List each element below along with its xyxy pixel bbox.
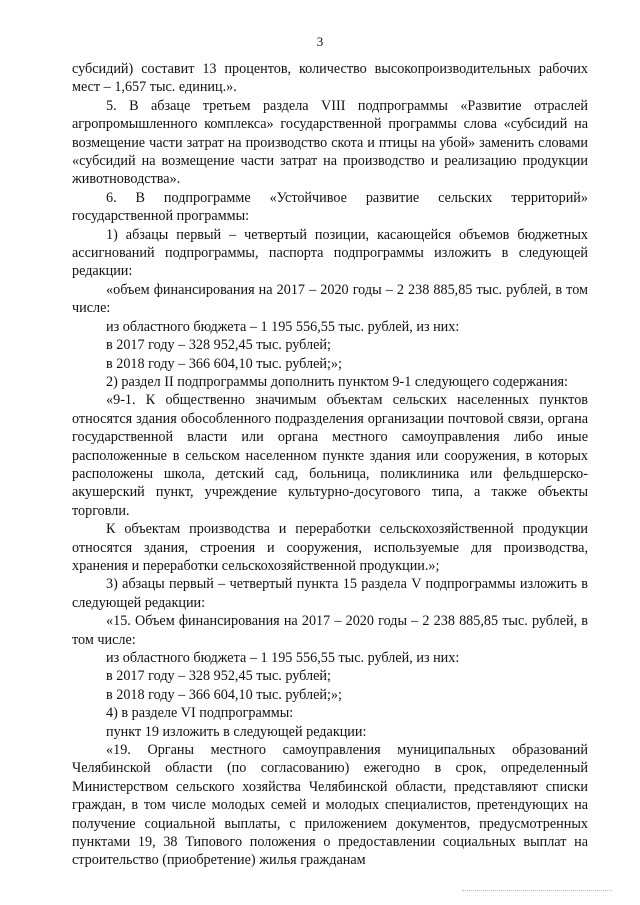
paragraph: 3) абзацы первый – четвертый пункта 15 раздела V подпрограммы изложить в следующей редакции: <box>72 576 588 611</box>
paragraph: в 2017 году – 328 952,45 тыс. рублей; <box>106 337 331 354</box>
paragraph: субсидий) составит 13 процентов, количество высокопроизводительных рабочих мест – 1,657 тыс. единиц.». <box>72 61 588 96</box>
paragraph: 1) абзацы первый – четвертый позиции, касающейся объемов бюджетных ассигнований подпрограммы, паспорта подпрограммы изложить в следующей редакции: <box>72 226 588 280</box>
page-number: 3 <box>316 34 324 49</box>
paragraph: «9-1. К общественно значимым объектам сельских населенных пунктов относятся здания обособленного подразделения организации почтовой связи, органа государственной власти или органа местного самоуправления либо иные расположенные в сельском населенном пункте здания или сооружения, в которых расположены школа, детский сад, больница, поликлиника или фельдшерско-акушерский пункт, учреждение культурно-досугового типа, а также объекты торговли. <box>72 392 588 519</box>
paragraph: в 2018 году – 366 604,10 тыс. рублей;»; <box>106 686 342 703</box>
paragraph: пункт 19 изложить в следующей редакции: <box>106 723 367 740</box>
paragraph: 2) раздел II подпрограммы дополнить пунктом 9-1 следующего содержания: <box>106 373 568 390</box>
paragraph: «19. Органы местного самоуправления муниципальных образований Челябинской области (по согласованию) ежегодно в срок, определенный Министерством сельского хозяйства Челябинской области, представляют списки граждан, в том числе молодых семей и молодых специалистов, претендующих на получение социальной выплаты, с приложением документов, предусмотренных пунктами 19, 38 Типового положения о предоставлении социальных выплат на строительство (приобретение) жилья гражданам <box>72 742 588 869</box>
paragraph: 4) в разделе VI подпрограммы: <box>106 705 294 722</box>
footer-scan-mark <box>462 890 612 897</box>
paragraph: в 2018 году – 366 604,10 тыс. рублей;»; <box>106 355 342 372</box>
paragraph: К объектам производства и переработки сельскохозяйственной продукции относятся здания, строения и сооружения, используемые для производства, хранения и переработки сельскохозяйственной продукции.»; <box>72 521 588 574</box>
paragraph: «объем финансирования на 2017 – 2020 годы – 2 238 885,85 тыс. рублей, в том числе: <box>72 281 588 317</box>
document-body <box>72 60 588 870</box>
paragraph: «15. Объем финансирования на 2017 – 2020 годы – 2 238 885,85 тыс. рублей, в том числе: <box>72 613 588 648</box>
paragraph: 6. В подпрограмме «Устойчивое развитие сельских территорий» государственной программы: <box>72 189 588 225</box>
paragraph: в 2017 году – 328 952,45 тыс. рублей; <box>106 668 331 685</box>
paragraph: из областного бюджета – 1 195 556,55 тыс. рублей, из них: <box>106 318 460 335</box>
paragraph: из областного бюджета – 1 195 556,55 тыс. рублей, из них: <box>106 650 460 666</box>
paragraph: 5. В абзаце третьем раздела VIII подпрограммы «Развитие отраслей агропромышленного комплекса» государственной программы слова «субсидий на возмещение части затрат на производство скота и птицы на убой» заменить словами «субсидий на возмещение части затрат на производство и реализацию продукции животноводства». <box>72 97 588 188</box>
